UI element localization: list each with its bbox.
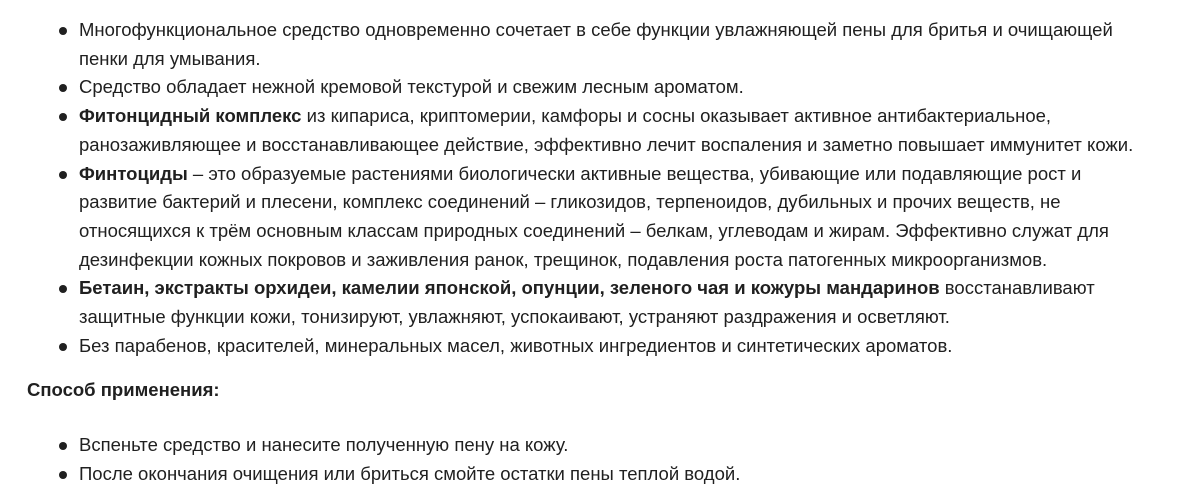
list-item xyxy=(0,16,1200,73)
list-item-text: Без парабенов, красителей, минеральных масел, животных ингредиентов и синтетических ароматов. xyxy=(79,334,953,356)
list-item-text: После окончания очищения или бриться смойте остатки пены теплой водой. xyxy=(79,462,741,484)
list-item-bold: Фитонцидный комплекс xyxy=(79,105,302,127)
list-item xyxy=(0,102,1200,159)
list-item-text: Вспеньте средство и нанесите полученную пену на кожу. xyxy=(79,434,569,455)
usage-heading: Способ применения: xyxy=(27,379,220,400)
list-item xyxy=(0,332,1200,361)
list-item-text: из кипариса, криптомерии, камфоры и сосны оказывает активное антибактериальное, ранозаживляющее и восстанавливающее действие, эффективно лечит воспаления и заметно повышает иммунитет кожи. xyxy=(79,105,1134,155)
list-item-bold: Бетаин, экстракты орхидеи, камелии японской, опунции, зеленого чая и кожуры мандаринов xyxy=(79,277,940,299)
list-item-text: – это образуемые растениями биологически активные вещества, убивающие или подавляющие рост и развитие бактерий и плесени, комплекс соединений – гликозидов, терпеноидов, дубильных и прочих веществ, не относящихся к трём основным классам природных соединений – белкам, углеводам и жирам. Эффективно служат для дезинфекции кожных покровов и заживления ранок, трещинок, подавления роста патогенных микроорганизмов. xyxy=(79,162,1109,270)
list-item xyxy=(0,73,1200,102)
list-item-text: Средство обладает нежной кремовой текстурой и свежим лесным ароматом. xyxy=(79,76,744,98)
list-item-bold: Финтоциды xyxy=(79,162,188,184)
list-item xyxy=(0,160,1200,275)
list-item xyxy=(0,460,1200,489)
features-list xyxy=(0,16,1200,360)
list-item xyxy=(0,274,1200,331)
list-item-text: Многофункциональное средство одновременно сочетает в себе функции увлажняющей пены для бритья и очищающей пенки для умывания. xyxy=(79,19,1113,69)
usage-steps-list xyxy=(0,431,1200,488)
list-item xyxy=(0,431,1200,460)
list-item-text: восстанавливают защитные функции кожи, тонизируют, увлажняют, успокаивают, устраняют раздражения и осветляют. xyxy=(79,277,1095,328)
